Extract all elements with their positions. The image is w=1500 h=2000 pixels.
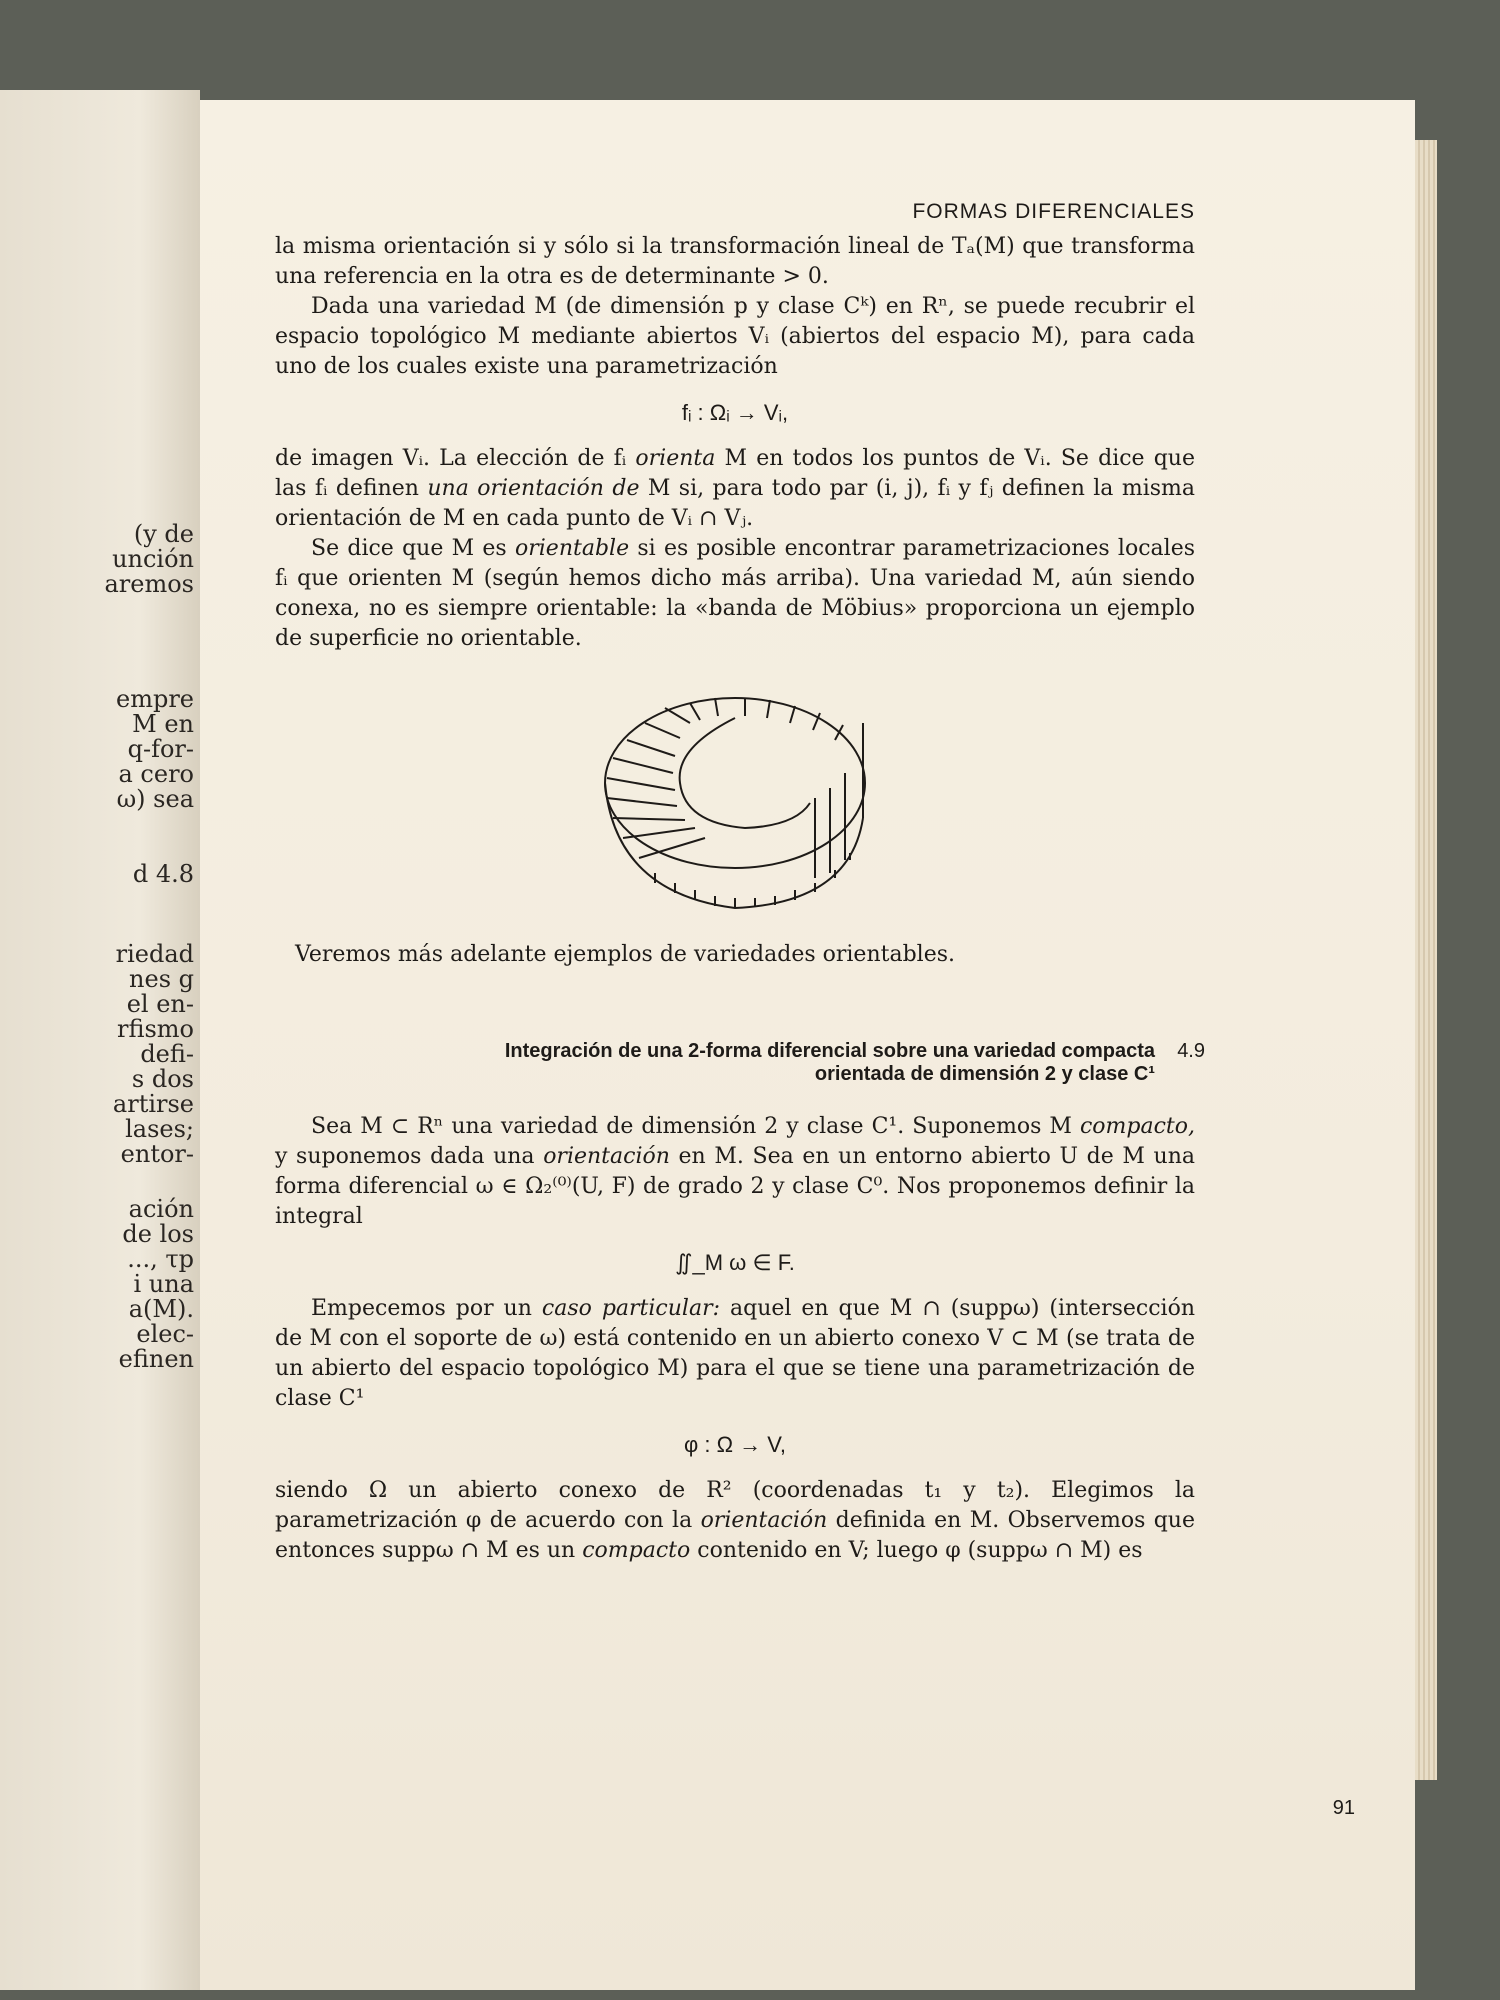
right-page: [200, 100, 1415, 1990]
left-page-fragment: elec-: [136, 1320, 194, 1348]
left-page-fragment: (y de: [133, 520, 194, 548]
left-page-fragment: q-for-: [127, 735, 194, 763]
page-number: 91: [1332, 1797, 1355, 1819]
left-page-fragment: nes g: [129, 965, 194, 993]
left-page-fragment: unción: [112, 545, 194, 573]
paragraph: Se dice que M es orientable si es posible encontrar parametrizaciones locales fᵢ que orienten M (según hemos dicho más arriba). Una variedad M, aún siendo conexa, no es siempre orientable: la «banda de Möbius» proporciona un ejemplo de superficie no orientable.: [275, 536, 1195, 651]
paragraph: siendo Ω un abierto conexo de R² (coordenadas t₁ y t₂). Elegimos la parametrización φ de acuerdo con la orientación definida en M. Observemos que entonces suppω ∩ M es un compacto contenido en V; luego φ (suppω ∩ M) es: [275, 1478, 1195, 1563]
left-page-fragment: de los: [122, 1220, 194, 1248]
left-page-fragment: s dos: [131, 1065, 194, 1093]
left-page-fragment: ..., τp: [127, 1245, 194, 1273]
left-page-fragment: M en: [132, 710, 194, 738]
left-page-fragment: el en-: [126, 990, 194, 1018]
left-page-fragment: efinen: [118, 1345, 194, 1373]
left-page-fragment: d 4.8: [132, 860, 194, 888]
left-page-fragment: artirse: [112, 1090, 194, 1118]
left-page-fragment: ω) sea: [116, 785, 194, 813]
left-page-fragment: entor-: [120, 1140, 194, 1168]
mobius-band-drawing: [595, 678, 875, 918]
section-title-line2: orientada de dimensión 2 y clase C¹: [814, 1063, 1155, 1085]
left-page-fragment: aremos: [104, 570, 194, 598]
section-heading: [275, 1040, 1205, 1086]
formula: φ : Ω → V,: [683, 1432, 787, 1457]
paragraph: Empecemos por un caso particular: aquel en que M ∩ (suppω) (intersección de M con el soporte de ω) está contenido en un abierto conexo V ⊂ M (se trata de un abierto del espacio topológico M) para el que se tiene una parametrización de clase C¹: [275, 1296, 1195, 1411]
running-head: FORMAS DIFERENCIALES: [912, 200, 1195, 223]
left-page-fragment: i una: [133, 1270, 194, 1298]
figure-caption: Veremos más adelante ejemplos de variedades orientables.: [295, 942, 955, 967]
section-number: 4.9: [1177, 1040, 1205, 1062]
left-page-fragment: empre: [116, 685, 194, 713]
paragraph: Sea M ⊂ Rⁿ una variedad de dimensión 2 y clase C¹. Suponemos M compacto, y suponemos dada una orientación en M. Sea en un entorno abierto U de M una forma diferencial ω ∈ Ω₂⁽⁰⁾(U, F) de grado 2 y clase C⁰. Nos proponemos definir la integral: [275, 1114, 1195, 1229]
mobius-band-figure: [275, 678, 1195, 922]
left-page-fragment: ación: [128, 1195, 194, 1223]
left-page-fragment: defi-: [140, 1040, 194, 1068]
left-page-fragment: rfismo: [116, 1015, 194, 1043]
left-page-fragment: lases;: [125, 1115, 194, 1143]
left-page: [0, 90, 200, 1990]
paragraph: la misma orientación si y sólo si la transformación lineal de Tₐ(M) que transforma una referencia en la otra es de determinante > 0.: [275, 234, 1195, 289]
paragraph: de imagen Vᵢ. La elección de fᵢ orienta M en todos los puntos de Vᵢ. Se dice que las fᵢ definen una orientación de M si, para todo par (i, j), fᵢ y fⱼ definen la misma orientación de M en cada punto de Vᵢ ∩ Vⱼ.: [275, 446, 1196, 531]
left-page-fragment: a cero: [118, 760, 194, 788]
formula: ∬_M ω ∈ F.: [675, 1250, 795, 1275]
left-page-fragment: riedad: [115, 940, 194, 968]
section-title-line1: Integración de una 2-forma diferencial sobre una variedad compacta: [504, 1040, 1155, 1062]
left-page-fragment: a(M).: [128, 1295, 194, 1323]
paragraph: Dada una variedad M (de dimensión p y clase Cᵏ) en Rⁿ, se puede recubrir el espacio topológico M mediante abiertos Vᵢ (abiertos del espacio M), para cada uno de los cuales existe una parametrización: [275, 294, 1195, 379]
formula: fᵢ : Ωᵢ → Vᵢ,: [681, 400, 789, 425]
page-content: [275, 200, 1205, 1566]
